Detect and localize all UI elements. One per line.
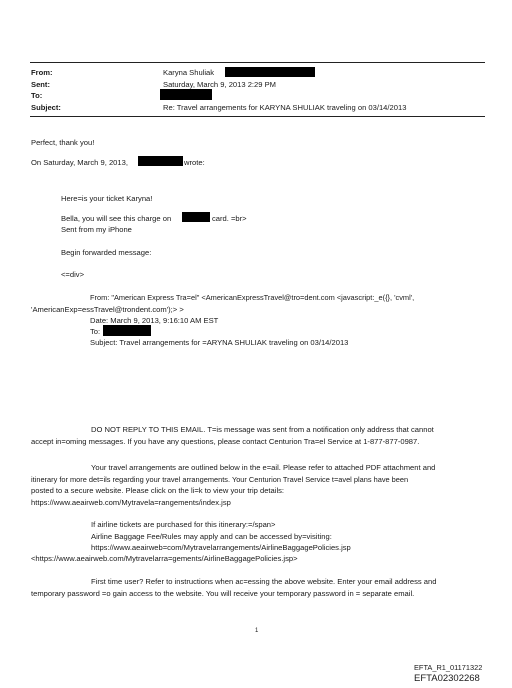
fwd-date: Date: March 9, 2013, 9:16:10 AM EST: [90, 316, 219, 325]
from-value: Karyna Shuliak: [163, 68, 215, 77]
redaction-card: [182, 212, 210, 222]
bella-pre: Bella, you will see this charge on: [61, 214, 172, 223]
ticket-line: Here=is your ticket Karyna!: [61, 194, 153, 203]
p1-line-1: DO NOT REPLY TO THIS EMAIL. T=is message was sent from a notification only address that cannot: [91, 425, 434, 434]
p2-link[interactable]: https://www.aeairweb.com/Mytravela=rangements/index.jsp: [31, 498, 231, 507]
subject-value: Re: Travel arrangements for KARYNA SHULIAK traveling on 03/14/2013: [163, 103, 407, 112]
p3-line-2: Airline Baggage Fee/Rules may apply and can be accessed by=visiting:: [91, 532, 332, 541]
p2-line-3: posted to a secure website. Please click on the li=k to view your trip details:: [31, 486, 285, 495]
fwd-from-cont: 'AmericanExp=essTravel@trondent.com');> >: [31, 305, 184, 314]
subject-label: Subject:: [31, 103, 61, 112]
p2-line-2: itinerary for more det=ils regarding your travel arrangements. Your Centurion Travel Service t=avel plans have been: [31, 475, 409, 484]
bella-post: card. =br>: [212, 214, 247, 223]
p3-link-1[interactable]: https://www.aeairweb=com/Mytravelarrangements/AirlineBaggagePolicies.jsp: [91, 543, 351, 552]
p3-link-2[interactable]: <https://www.aeairweb.com/Mytravelarra=gements/AirlineBaggagePolicies.jsp>: [31, 554, 298, 563]
p2-line-1: Your travel arrangements are outlined below in the e=ail. Please refer to attached PDF attachment and: [91, 463, 436, 472]
sent-from: Sent from my iPhone: [61, 225, 132, 234]
redaction-sender: [138, 156, 183, 166]
reply-line: Perfect, thank you!: [31, 138, 95, 147]
redaction-from: [225, 67, 315, 77]
sent-value: Saturday, March 9, 2013 2:29 PM: [163, 80, 276, 89]
begin-forwarded: Begin forwarded message:: [61, 248, 152, 257]
on-wrote-post: wrote:: [184, 158, 205, 167]
p1-line-2: accept in=oming messages. If you have any questions, please contact Centurion Tra=el Service at 1-877-877-0987.: [31, 437, 420, 446]
bates-number-2: EFTA02302268: [414, 673, 480, 684]
p4-line-2: temporary password =o gain access to the website. You will receive your temporary password in = separate email.: [31, 589, 415, 598]
on-wrote-pre: On Saturday, March 9, 2013,: [31, 158, 128, 167]
redaction-fwd-to: [103, 325, 151, 336]
p3-line-1: If airline tickets are purchased for this itinerary:=/span>: [91, 520, 276, 529]
sent-label: Sent:: [31, 80, 50, 89]
header-bottom-rule: [30, 116, 485, 117]
to-label: To:: [31, 91, 43, 100]
page-number: 1: [255, 628, 259, 634]
fwd-subject: Subject: Travel arrangements for =ARYNA SHULIAK traveling on 03/14/2013: [90, 338, 349, 347]
div-tag: <=div>: [61, 270, 85, 279]
header-top-rule: [30, 62, 485, 63]
fwd-from: From: "American Express Tra=el" <AmericanExpressTravel@tro=dent.com <javascript:_e({}, 'cvml',: [90, 293, 415, 302]
from-label: From:: [31, 68, 53, 77]
bates-number-1: EFTA_R1_01171322: [414, 663, 483, 672]
p4-line-1: First time user? Refer to instructions when ac=essing the above website. Enter your email address and: [91, 577, 437, 586]
fwd-to: To:: [90, 327, 101, 336]
redaction-to: [160, 89, 212, 100]
